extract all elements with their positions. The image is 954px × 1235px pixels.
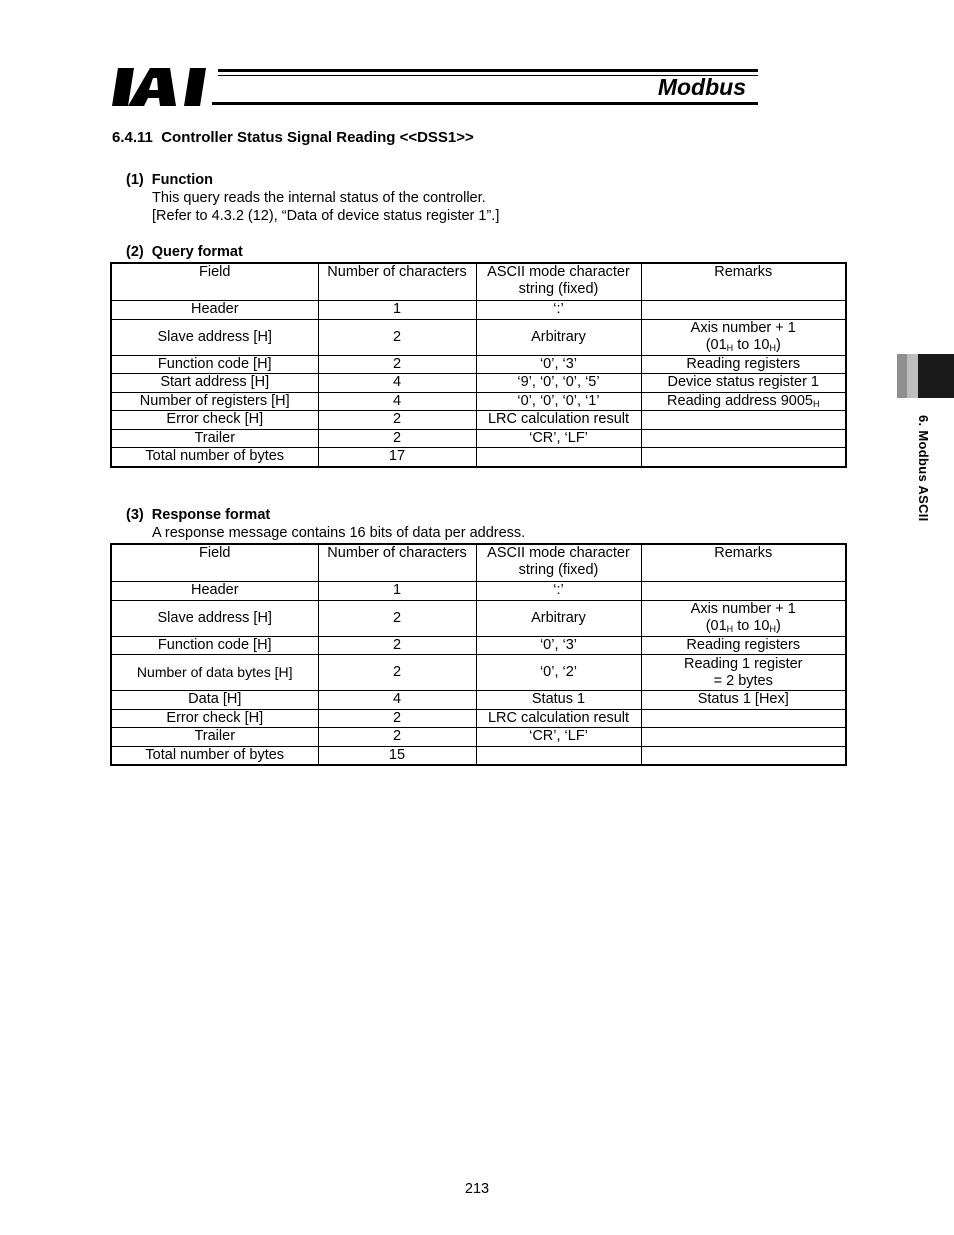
cell-ascii: Status 1 — [476, 691, 641, 710]
column-header: ASCII mode character string (fixed) — [476, 544, 641, 582]
cell-field: Data [H] — [111, 691, 318, 710]
table-row — [111, 728, 846, 747]
column-header: Field — [111, 263, 318, 301]
cell-ascii: ‘0’, ‘3’ — [476, 636, 641, 655]
cell-field: Function code [H] — [111, 355, 318, 374]
section-title: 6.4.11 Controller Status Signal Reading <<DSS1>> — [112, 129, 474, 146]
side-tab-shade-light — [907, 354, 918, 398]
side-tab-label: 6. Modbus ASCII — [916, 415, 931, 522]
function-line-2: [Refer to 4.3.2 (12), “Data of device status register 1”.] — [152, 208, 500, 224]
cell-ascii: ‘0’, ‘2’ — [476, 655, 641, 691]
cell-ascii: ‘9’, ‘0’, ‘0’, ‘5’ — [476, 374, 641, 393]
cell-chars: 2 — [318, 636, 476, 655]
query-format-table — [110, 262, 847, 468]
cell-chars: 2 — [318, 600, 476, 636]
cell-chars: 2 — [318, 429, 476, 448]
cell-remarks — [641, 582, 846, 601]
cell-ascii: LRC calculation result — [476, 411, 641, 430]
iai-logo — [112, 68, 212, 106]
function-line-1: This query reads the internal status of the controller. — [152, 190, 486, 206]
cell-remarks — [641, 429, 846, 448]
table-header-row — [111, 263, 846, 301]
table-row — [111, 636, 846, 655]
cell-ascii: Arbitrary — [476, 600, 641, 636]
cell-ascii — [476, 746, 641, 765]
cell-remarks — [641, 448, 846, 467]
cell-remarks: Reading address $9005_H$ — [641, 392, 846, 411]
column-header: Remarks — [641, 544, 846, 582]
table-row — [111, 655, 846, 691]
table-row — [111, 392, 846, 411]
cell-chars: 17 — [318, 448, 476, 467]
cell-remarks: Axis number + 1 ($01_H$ to $10_H$) — [641, 319, 846, 355]
cell-chars: 2 — [318, 728, 476, 747]
cell-chars: 1 — [318, 301, 476, 320]
cell-remarks: Reading registers — [641, 355, 846, 374]
table-row — [111, 411, 846, 430]
header-rule-thick — [218, 69, 758, 72]
cell-field: Number of data bytes [H] — [111, 655, 318, 691]
cell-ascii: Arbitrary — [476, 319, 641, 355]
cell-chars: 2 — [318, 355, 476, 374]
table-row-total — [111, 746, 846, 765]
cell-ascii: ‘:’ — [476, 301, 641, 320]
table-row — [111, 429, 846, 448]
table-row — [111, 355, 846, 374]
cell-field: Slave address [H] — [111, 600, 318, 636]
table-row-total — [111, 448, 846, 467]
cell-field: Function code [H] — [111, 636, 318, 655]
cell-chars: 2 — [318, 709, 476, 728]
column-header: Number of characters — [318, 263, 476, 301]
cell-field: Trailer — [111, 728, 318, 747]
cell-remarks — [641, 728, 846, 747]
cell-remarks: Device status register 1 — [641, 374, 846, 393]
page-number: 213 — [464, 1181, 490, 1197]
cell-remarks — [641, 301, 846, 320]
column-header: ASCII mode character string (fixed) — [476, 263, 641, 301]
cell-ascii: ‘0’, ‘3’ — [476, 355, 641, 374]
column-header: Remarks — [641, 263, 846, 301]
cell-field: Number of registers [H] — [111, 392, 318, 411]
cell-field: Header — [111, 301, 318, 320]
cell-field: Start address [H] — [111, 374, 318, 393]
cell-remarks: Reading registers — [641, 636, 846, 655]
side-tab-block — [918, 354, 954, 398]
cell-field: Trailer — [111, 429, 318, 448]
cell-field: Slave address [H] — [111, 319, 318, 355]
header-title: Modbus — [657, 74, 746, 100]
table-header-row — [111, 544, 846, 582]
cell-chars: 4 — [318, 374, 476, 393]
cell-remarks: Axis number + 1 ($01_H$ to $10_H$) — [641, 600, 846, 636]
cell-chars: 4 — [318, 691, 476, 710]
side-tab-shade-dark — [897, 354, 907, 398]
cell-ascii: ‘CR’, ‘LF’ — [476, 429, 641, 448]
cell-chars: 2 — [318, 655, 476, 691]
table-row — [111, 600, 846, 636]
cell-ascii: LRC calculation result — [476, 709, 641, 728]
response-heading: (3) Response format — [126, 507, 271, 523]
cell-chars: 1 — [318, 582, 476, 601]
column-header: Field — [111, 544, 318, 582]
cell-remarks — [641, 709, 846, 728]
table-row — [111, 691, 846, 710]
cell-remarks — [641, 746, 846, 765]
cell-chars: 15 — [318, 746, 476, 765]
cell-field: Total number of bytes — [111, 448, 318, 467]
table-row — [111, 582, 846, 601]
cell-remarks: Reading 1 register = 2 bytes — [641, 655, 846, 691]
table-row — [111, 301, 846, 320]
cell-remarks: Status 1 [Hex] — [641, 691, 846, 710]
response-note: A response message contains 16 bits of data per address. — [152, 525, 526, 541]
cell-chars: 2 — [318, 411, 476, 430]
header-rule-bottom — [212, 102, 758, 105]
table-row — [111, 319, 846, 355]
function-heading: (1) Function — [126, 172, 213, 188]
table-row — [111, 709, 846, 728]
cell-ascii — [476, 448, 641, 467]
cell-chars: 2 — [318, 319, 476, 355]
cell-ascii: ‘0’, ‘0’, ‘0’, ‘1’ — [476, 392, 641, 411]
cell-field: Header — [111, 582, 318, 601]
cell-ascii: ‘:’ — [476, 582, 641, 601]
table-row — [111, 374, 846, 393]
cell-field: Total number of bytes — [111, 746, 318, 765]
cell-field: Error check [H] — [111, 709, 318, 728]
column-header: Number of characters — [318, 544, 476, 582]
response-format-table — [110, 543, 847, 766]
query-heading: (2) Query format — [126, 244, 243, 260]
cell-field: Error check [H] — [111, 411, 318, 430]
cell-chars: 4 — [318, 392, 476, 411]
cell-remarks — [641, 411, 846, 430]
cell-ascii: ‘CR’, ‘LF’ — [476, 728, 641, 747]
